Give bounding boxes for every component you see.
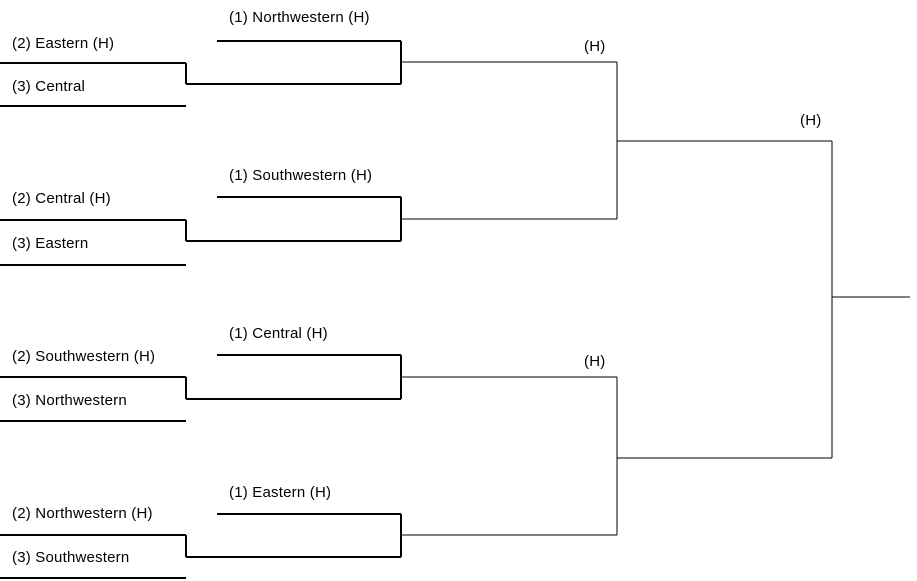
bye-team: (1) Northwestern (H) — [229, 9, 370, 26]
semifinal-home-marker: (H) — [584, 38, 606, 55]
bracket-block-1 — [0, 9, 617, 106]
bracket-block-3 — [0, 325, 617, 421]
final-home-marker: (H) — [800, 112, 822, 129]
first-round-home-team: (2) Southwestern (H) — [12, 348, 156, 365]
bye-team: (1) Southwestern (H) — [229, 167, 373, 184]
semifinal-home-marker: (H) — [584, 353, 606, 370]
bye-team: (1) Central (H) — [229, 325, 328, 342]
semifinal-lower — [584, 353, 832, 535]
first-round-home-team: (2) Eastern (H) — [12, 35, 115, 52]
semifinal-upper — [584, 38, 832, 219]
bracket-block-2 — [0, 167, 617, 265]
bracket-block-4 — [0, 484, 617, 578]
first-round-away-team: (3) Southwestern — [12, 549, 130, 566]
first-round-home-team: (2) Northwestern (H) — [12, 505, 153, 522]
first-round-home-team: (2) Central (H) — [12, 190, 111, 207]
first-round-away-team: (3) Central — [12, 78, 86, 95]
bye-team: (1) Eastern (H) — [229, 484, 332, 501]
final — [800, 112, 910, 458]
first-round-away-team: (3) Northwestern — [12, 392, 127, 409]
first-round-away-team: (3) Eastern — [12, 235, 89, 252]
